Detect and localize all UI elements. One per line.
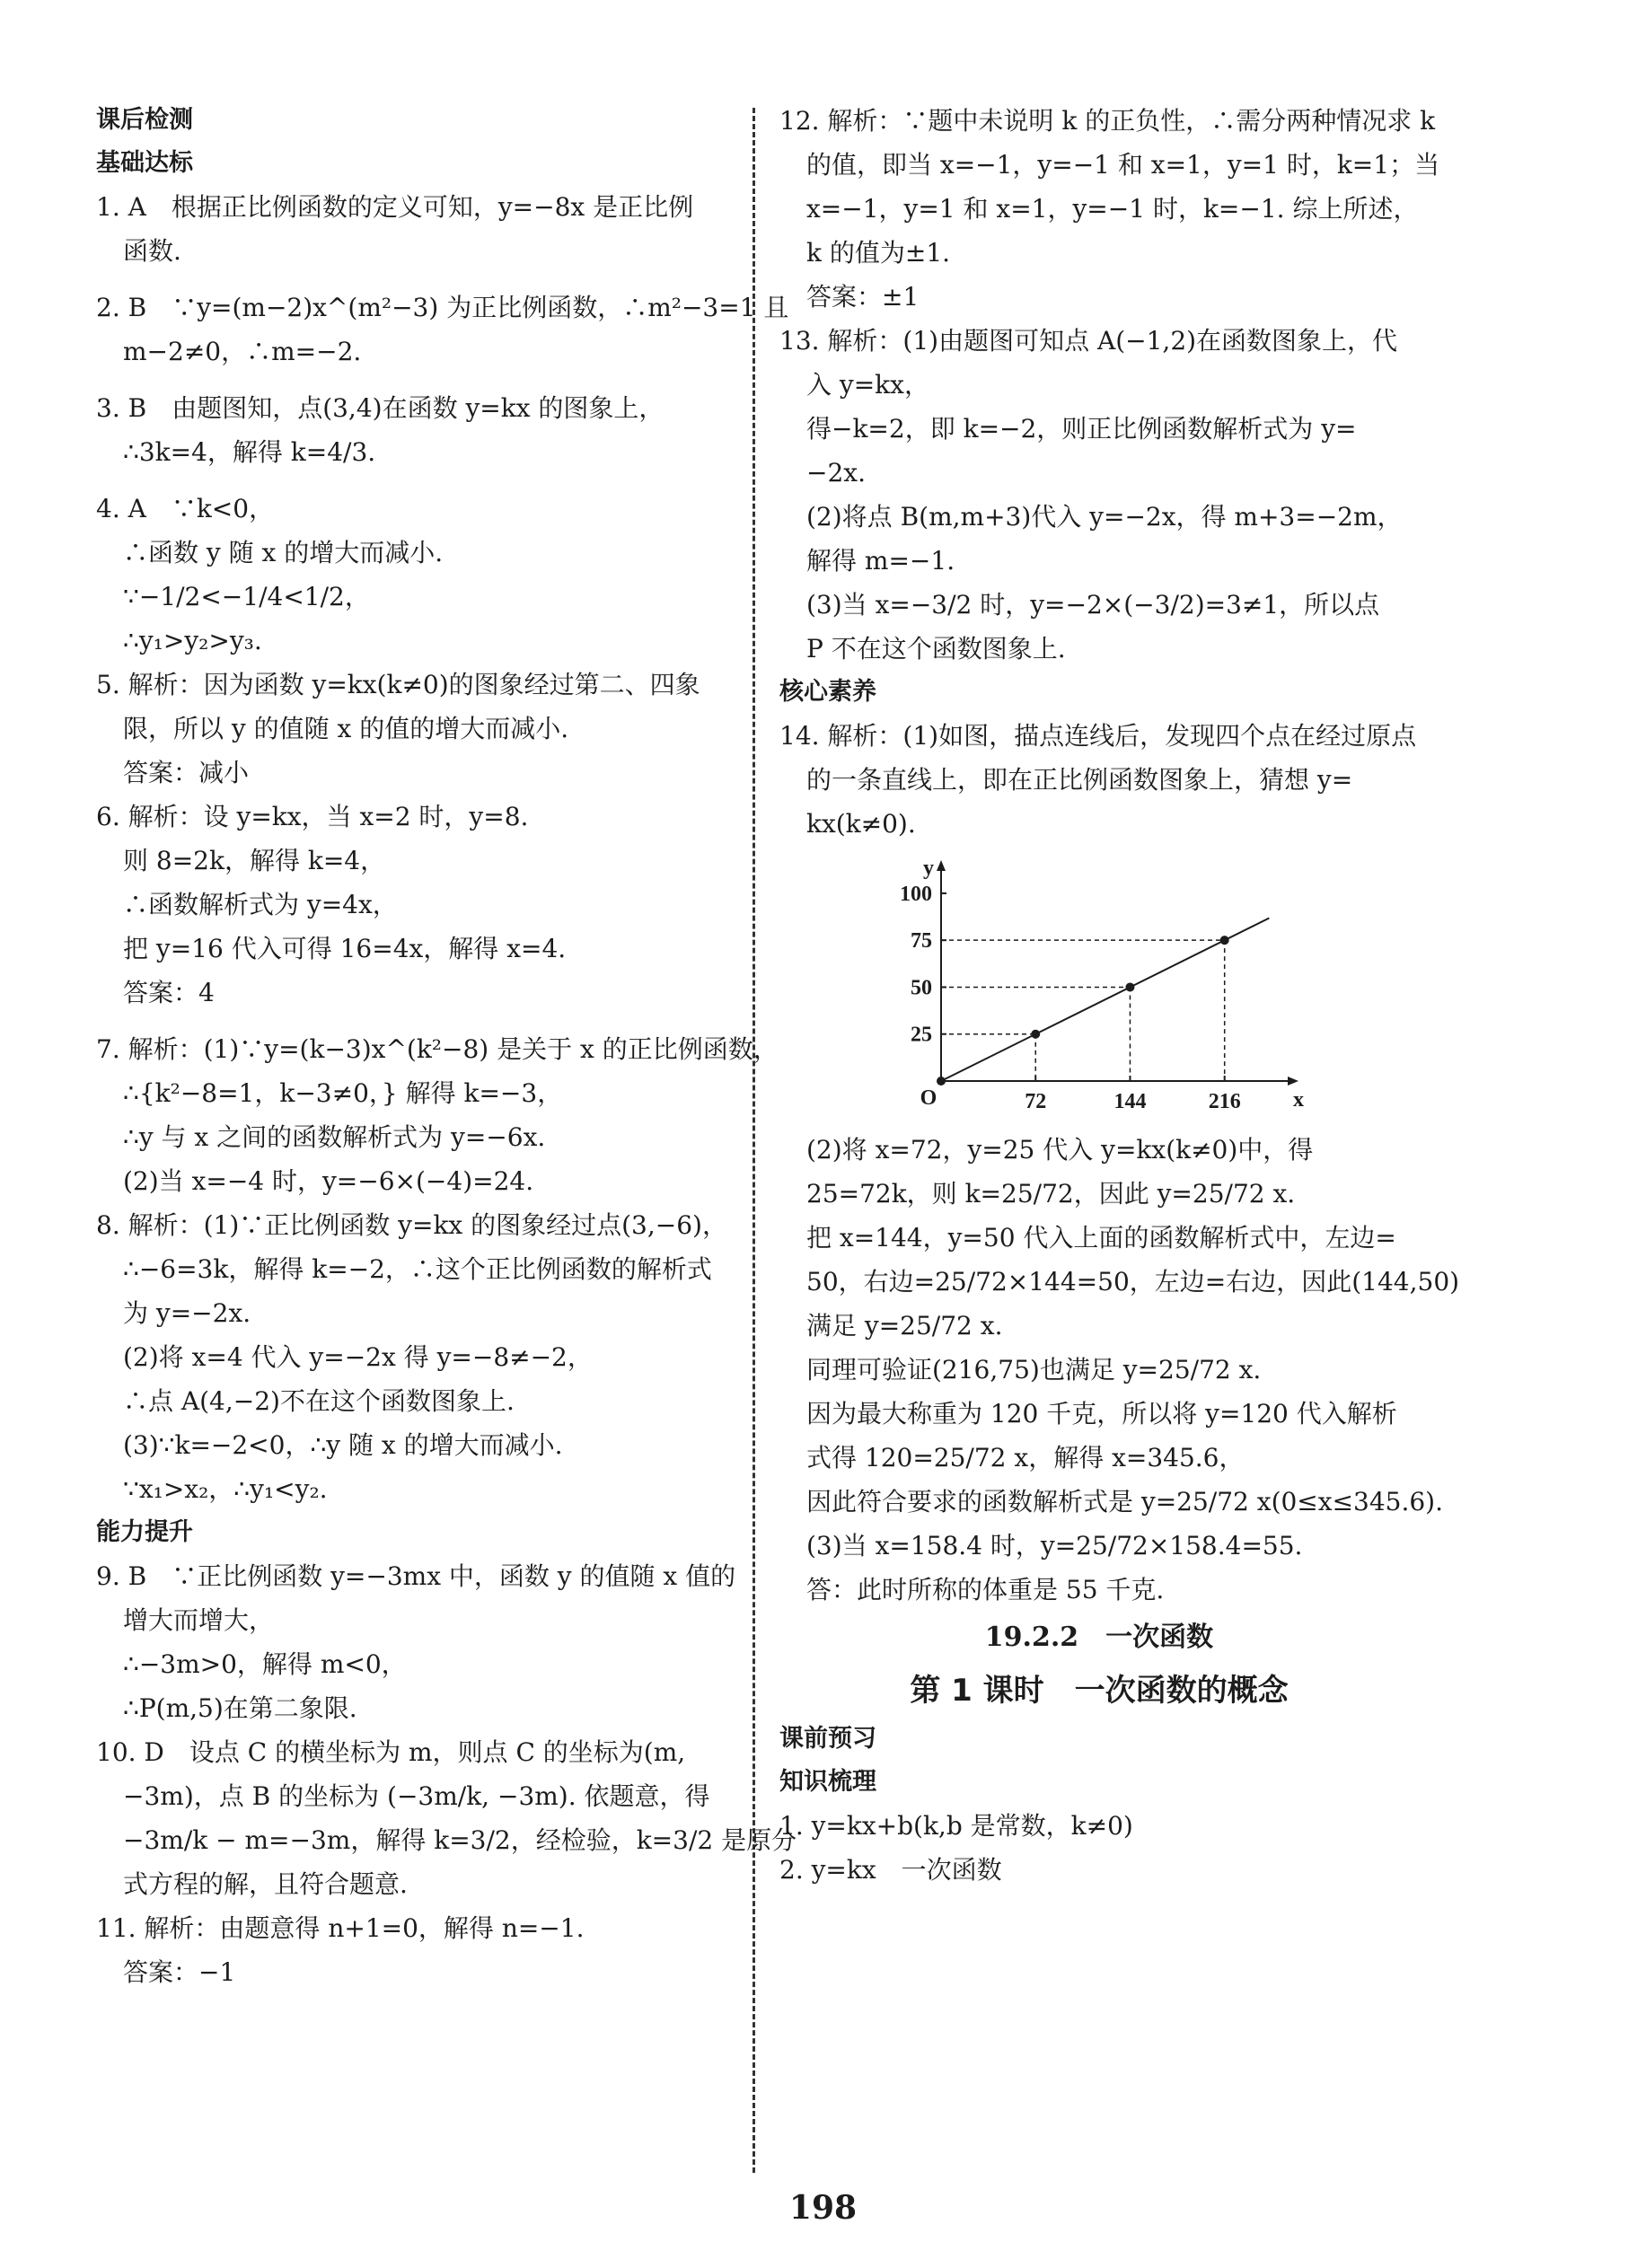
q13-line-6: 解得 m=−1. [806, 546, 955, 576]
q9-line-1: 9. B ∵正比例函数 y=−3mx 中，函数 y 的值随 x 值的 [96, 1561, 736, 1591]
q8-line-1: 8. 解析：(1)∵正比例函数 y=kx 的图象经过点(3,−6)， [96, 1210, 727, 1240]
q8-line-3: 为 y=−2x. [123, 1298, 251, 1328]
q5-line-2: 限，所以 y 的值随 x 的值的增大而减小. [123, 714, 569, 743]
y-tick-label: 50 [911, 976, 932, 1000]
q14-part2-line-9: 因此符合要求的函数解析式是 y=25/72 x(0≤x≤345.6). [806, 1487, 1443, 1516]
y-axis-arrow [937, 860, 946, 871]
origin-label: O [920, 1086, 937, 1110]
subheading-preview: 课前预习 [779, 1725, 876, 1753]
y-tick-label: 75 [911, 929, 932, 954]
q9-line-4: ∴P(m,5)在第二象限. [123, 1693, 357, 1723]
q10-line-3: −3m/k − m=−3m，解得 k=3/2，经检验，k=3/2 是原分 [123, 1825, 797, 1855]
q10-line-2: −3m)，点 B 的坐标为 (−3m/k, −3m). 依题意，得 [123, 1781, 710, 1811]
q14-part3-answer: 答：此时所称的体重是 55 千克. [806, 1575, 1165, 1604]
q13-line-5: (2)将点 B(m,m+3)代入 y=−2x，得 m+3=−2m， [806, 502, 1403, 532]
x-tick-label: 72 [1025, 1090, 1047, 1113]
q13-line-4: −2x. [806, 458, 866, 488]
q12-line-1: 12. 解析：∵题中未说明 k 的正负性，∴需分两种情况求 k [779, 106, 1436, 136]
q14-part2-line-5: 满足 y=25/72 x. [806, 1311, 1003, 1341]
q6-line-3: ∴函数解析式为 y=4x， [123, 890, 398, 919]
section-title-after-class: 课后检测 [96, 106, 193, 134]
q14-part2-line-6: 同理可验证(216,75)也满足 y=25/72 x. [806, 1355, 1262, 1385]
q14-line-3: kx(k≠0). [806, 809, 916, 839]
data-point [937, 1077, 946, 1086]
q11-answer: 答案：−1 [123, 1957, 236, 1987]
q8-line-4: (2)将 x=4 代入 y=−2x 得 y=−8≠−2， [123, 1342, 593, 1372]
q6-line-2: 则 8=2k，解得 k=4， [123, 846, 386, 875]
q14-part2-line-7: 因为最大称重为 120 千克，所以将 y=120 代入解析 [806, 1399, 1397, 1428]
q14-part2-line-2: 25=72k，则 k=25/72，因此 y=25/72 x. [806, 1179, 1296, 1209]
subheading-basic: 基础达标 [96, 149, 193, 177]
q5-answer: 答案：减小 [123, 758, 250, 787]
q2-line-1: 2. B ∵y=(m−2)x^(m²−3) 为正比例函数，∴m²−3=1 且 [96, 293, 789, 322]
q8-line-5: ∴点 A(4,−2)不在这个函数图象上. [123, 1386, 515, 1416]
q10-line-4: 式方程的解，且符合题意. [123, 1869, 408, 1899]
x-axis-label: x [1293, 1088, 1304, 1112]
subheading-knowledge: 知识梳理 [779, 1768, 876, 1796]
knowledge-item-1: 1. y=kx+b(k,b 是常数，k≠0) [779, 1811, 1133, 1841]
y-tick-label: 100 [900, 882, 932, 906]
q14-part2-line-4: 50，右边=25/72×144=50，左边=右边，因此(144,50) [806, 1267, 1460, 1297]
q2-line-2: m−2≠0，∴m=−2. [123, 337, 362, 366]
q4-line-2: ∴函数 y 随 x 的增大而减小. [123, 538, 444, 567]
knowledge-item-2: 2. y=kx 一次函数 [779, 1855, 1002, 1885]
q4-line-1: 4. A ∵k<0， [96, 494, 275, 523]
q12-answer: 答案：±1 [806, 282, 920, 312]
section-heading-linear-function: 19.2.2 一次函数 [984, 1622, 1214, 1653]
q10-line-1: 10. D 设点 C 的横坐标为 m，则点 C 的坐标为(m, [96, 1737, 686, 1767]
q14-part3-line-1: (3)当 x=158.4 时，y=25/72×158.4=55. [806, 1531, 1303, 1560]
x-axis-arrow [1288, 1077, 1298, 1086]
q9-line-2: 增大而增大， [123, 1605, 275, 1635]
data-point [1125, 982, 1134, 991]
y-tick-label: 25 [911, 1023, 932, 1047]
q4-line-3: ∵−1/2<−1/4<1/2， [123, 582, 370, 611]
lesson-title: 第 1 课时 一次函数的概念 [910, 1673, 1289, 1709]
column-divider [753, 108, 755, 2173]
q8-line-6: (3)∵k=−2<0，∴y 随 x 的增大而减小. [123, 1430, 563, 1460]
subheading-core: 核心素养 [779, 678, 876, 706]
q7-line-1: 7. 解析：(1)∵y=(k−3)x^(k²−8) 是关于 x 的正比例函数， [96, 1034, 779, 1064]
left-column [96, 99, 797, 1994]
q8-line-7: ∵x₁>x₂，∴y₁<y₂. [123, 1474, 328, 1504]
q8-line-2: ∴−6=3k，解得 k=−2，∴这个正比例函数的解析式 [123, 1254, 712, 1284]
q6-answer: 答案：4 [123, 978, 215, 1007]
q14-part2-line-8: 式得 120=25/72 x，解得 x=345.6， [806, 1443, 1245, 1472]
q1-line-1: 1. A 根据正比例函数的定义可知，y=−8x 是正比例 [96, 192, 694, 222]
y-axis-label: y [923, 857, 934, 880]
q6-line-1: 6. 解析：设 y=kx，当 x=2 时，y=8. [96, 802, 529, 831]
q7-line-2: ∴{k²−8=1，k−3≠0，} 解得 k=−3， [123, 1078, 563, 1108]
q13-line-8: P 不在这个函数图象上. [806, 634, 1066, 664]
q12-line-2: 的值，即当 x=−1，y=−1 和 x=1，y=1 时，k=1；当 [806, 150, 1440, 180]
data-point [1031, 1030, 1040, 1039]
q1-line-2: 函数. [123, 236, 181, 266]
q6-line-4: 把 y=16 代入可得 16=4x，解得 x=4. [123, 934, 567, 963]
q5-line-1: 5. 解析：因为函数 y=kx(k≠0)的图象经过第二、四象 [96, 670, 700, 699]
data-point [1220, 936, 1229, 945]
q14-line-2: 的一条直线上，即在正比例函数图象上，猜想 y= [806, 765, 1353, 795]
series-line [941, 918, 1269, 1081]
q12-line-4: k 的值为±1. [806, 238, 951, 268]
q13-line-1: 13. 解析：(1)由题图可知点 A(−1,2)在函数图象上，代 [779, 326, 1398, 356]
page-number: 198 [788, 2189, 858, 2227]
q7-line-4: (2)当 x=−4 时，y=−6×(−4)=24. [123, 1166, 534, 1196]
q11-line-1: 11. 解析：由题意得 n+1=0，解得 n=−1. [96, 1913, 585, 1943]
q4-line-4: ∴y₁>y₂>y₃. [123, 626, 262, 655]
q3-line-1: 3. B 由题图知，点(3,4)在函数 y=kx 的图象上， [96, 393, 665, 423]
q13-line-7: (3)当 x=−3/2 时，y=−2×(−3/2)=3≠1，所以点 [806, 590, 1380, 620]
x-tick-label: 144 [1113, 1090, 1147, 1113]
q3-line-2: ∴3k=4，解得 k=4/3. [123, 437, 376, 467]
q9-line-3: ∴−3m>0，解得 m<0， [123, 1649, 407, 1679]
q14-part2-line-1: (2)将 x=72，y=25 代入 y=kx(k≠0)中，得 [806, 1135, 1314, 1165]
proportional-function-chart [887, 857, 1304, 1117]
q13-line-2: 入 y=kx， [806, 370, 929, 400]
q13-line-3: 得−k=2，即 k=−2，则正比例函数解析式为 y= [806, 414, 1357, 444]
subheading-ability: 能力提升 [96, 1518, 193, 1546]
x-tick-label: 216 [1208, 1090, 1241, 1113]
q14-part2-line-3: 把 x=144，y=50 代入上面的函数解析式中，左边= [806, 1223, 1396, 1253]
q14-line-1: 14. 解析：(1)如图，描点连线后，发现四个点在经过原点 [779, 721, 1417, 751]
q12-line-3: x=−1，y=1 和 x=1，y=−1 时，k=−1. 综上所述， [806, 194, 1419, 224]
q7-line-3: ∴y 与 x 之间的函数解析式为 y=−6x. [123, 1122, 546, 1152]
right-column [779, 99, 1460, 1892]
